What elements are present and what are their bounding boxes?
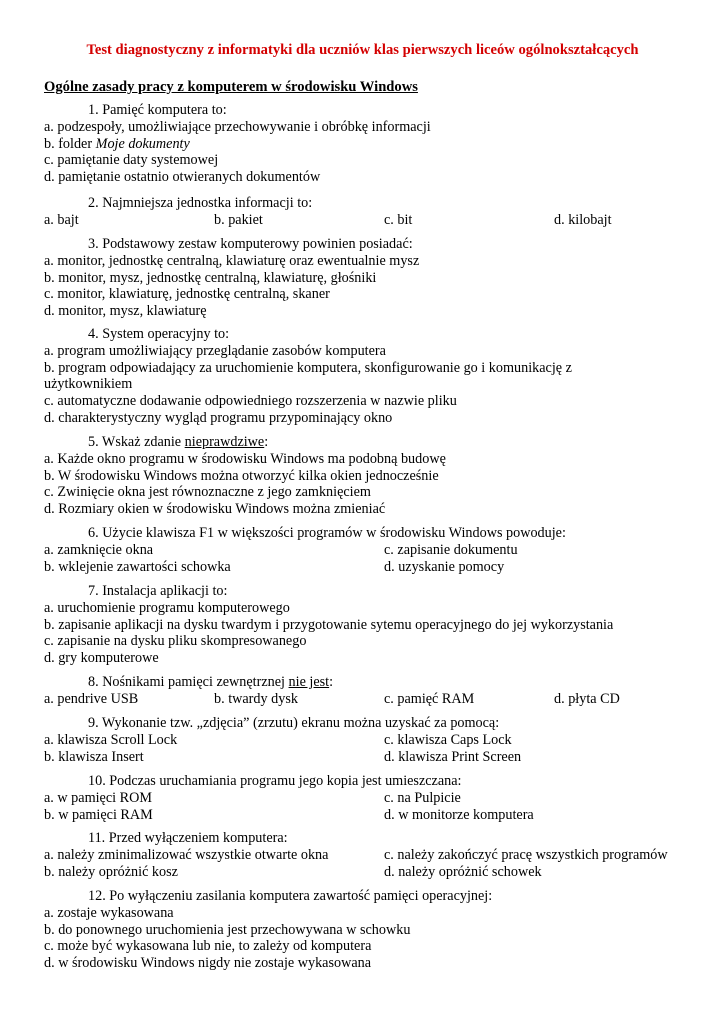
q11-answer-c: c. należy zakończyć pracę wszystkich programów: [384, 846, 668, 863]
q10-answer-b: b. w pamięci RAM: [44, 806, 153, 823]
question-6-stem: 6. Użycie klawisza F1 w większości programów w środowisku Windows powoduje:: [88, 525, 566, 541]
q12-answer-b: b. do ponownego uruchomienia jest przechowywana w schowku: [44, 921, 411, 938]
q11-answer-d: d. należy opróżnić schowek: [384, 863, 542, 880]
question-8-stem-text: 8. Nośnikami pamięci zewnętrznej: [88, 674, 289, 690]
q3-answer-b: b. monitor, mysz, jednostkę centralną, klawiaturę, głośniki: [44, 269, 377, 286]
q1-answer-d: d. pamiętanie ostatnio otwieranych dokumentów: [44, 169, 321, 186]
question-8: [44, 674, 620, 708]
question-2: [44, 195, 612, 229]
question-5-stem-colon: :: [264, 434, 269, 450]
question-12: [44, 888, 492, 972]
q4-answer-a: a. program umożliwiający przeglądanie zasobów komputera: [44, 342, 386, 359]
question-10: [44, 773, 534, 823]
q10-answer-c: c. na Pulpicie: [384, 789, 461, 806]
q2-answer-b: b. pakiet: [214, 211, 263, 228]
q6-answer-d: d. uzyskanie pomocy: [384, 558, 505, 575]
q5-answer-c: c. Zwinięcie okna jest równoznaczne z jego zamknięciem: [44, 484, 371, 501]
question-3-stem: 3. Podstawowy zestaw komputerowy powinien posiadać:: [88, 236, 413, 252]
question-2-stem: 2. Najmniejsza jednostka informacji to:: [88, 195, 313, 211]
q1-answer-b: [44, 136, 431, 153]
q1-answer-a: a. podzespoły, umożliwiające przechowywanie i obróbkę informacji: [44, 118, 431, 135]
q5-answer-d: d. Rozmiary okien w środowisku Windows można zmieniać: [44, 501, 386, 518]
q9-answers-row-2: [44, 749, 521, 766]
q10-answer-a: a. w pamięci ROM: [44, 789, 152, 806]
q12-answer-c: c. może być wykasowana lub nie, to zależy od komputera: [44, 938, 372, 955]
question-7: [44, 583, 613, 667]
q8-answer-a: a. pendrive USB: [44, 690, 139, 707]
q10-answer-d: d. w monitorze komputera: [384, 806, 534, 823]
question-12-stem: 12. Po wyłączeniu zasilania komputera zawartość pamięci operacyjnej:: [88, 888, 493, 904]
question-5-stem-text: 5. Wskaż zdanie: [88, 434, 185, 450]
q9-answers-row-1: [44, 732, 521, 749]
q8-answer-b: b. twardy dysk: [214, 690, 298, 707]
q9-answer-d: d. klawisza Print Screen: [384, 748, 522, 765]
question-1: [44, 102, 431, 186]
q2-answer-a: a. bajt: [44, 211, 79, 228]
question-8-stem: [44, 674, 620, 691]
q7-answer-d: d. gry komputerowe: [44, 650, 159, 667]
q7-answer-b: b. zapisanie aplikacji na dysku twardym i przygotowanie sytemu operacyjnego do jej wykorzystania: [44, 616, 614, 633]
section-title: Ogólne zasady pracy z komputerem w środowisku Windows: [44, 79, 418, 95]
q3-answer-c: c. monitor, klawiaturę, jednostkę centralną, skaner: [44, 286, 330, 303]
q2-answer-c: c. bit: [384, 211, 413, 228]
question-1-stem: 1. Pamięć komputera to:: [88, 102, 227, 118]
q7-answer-c: c. zapisanie na dysku pliku skompresowanego: [44, 633, 307, 650]
q12-answer-a: a. zostaje wykasowana: [44, 904, 174, 921]
q6-answers-row-1: [44, 542, 566, 559]
q12-answer-d: d. w środowisku Windows nigdy nie zostaje wykasowana: [44, 955, 372, 972]
q11-answers-row-2: [44, 864, 668, 881]
q2-answer-d: d. kilobajt: [554, 211, 612, 228]
q5-answer-b: b. W środowisku Windows można otworzyć kilka okien jednocześnie: [44, 467, 439, 484]
question-3: [44, 236, 419, 320]
q4-answer-b: b. program odpowiadający za uruchomienie komputera, skonfigurowanie go i komunikację z użytkownikiem: [44, 359, 572, 393]
q1-answer-b-text: b. folder: [44, 135, 96, 152]
question-5: [44, 434, 446, 518]
question-8-stem-emphasis: nie jest: [288, 674, 330, 690]
q3-answer-d: d. monitor, mysz, klawiaturę: [44, 303, 207, 320]
q5-answer-a: a. Każde okno programu w środowisku Windows ma podobną budowę: [44, 450, 446, 467]
page-title: Test diagnostyczny z informatyki dla uczniów klas pierwszych liceów ogólnokształcących: [86, 42, 639, 58]
question-8-stem-colon: :: [329, 674, 334, 690]
q6-answer-c: c. zapisanie dokumentu: [384, 541, 518, 558]
question-11-stem: 11. Przed wyłączeniem komputera:: [88, 830, 288, 846]
q6-answer-a: a. zamknięcie okna: [44, 541, 154, 558]
q9-answer-b: b. klawisza Insert: [44, 748, 144, 765]
q3-answer-a: a. monitor, jednostkę centralną, klawiaturę oraz ewentualnie mysz: [44, 252, 420, 269]
q11-answer-a: a. należy zminimalizować wszystkie otwarte okna: [44, 846, 329, 863]
q1-answer-b-folder-name: Moje dokumenty: [95, 135, 190, 152]
question-9-stem: 9. Wykonanie tzw. „zdjęcia” (zrzutu) ekranu można uzyskać za pomocą:: [88, 715, 500, 731]
q8-answers-row: [44, 691, 620, 708]
question-11: [44, 830, 668, 880]
question-5-stem-emphasis: nieprawdziwe: [184, 434, 265, 450]
question-5-stem: [44, 434, 446, 451]
q4-answer-d: d. charakterystyczny wygląd programu przypominający okno: [44, 409, 393, 426]
question-9: [44, 715, 521, 765]
q7-answer-a: a. uruchomienie programu komputerowego: [44, 599, 290, 616]
q8-answer-c: c. pamięć RAM: [384, 690, 475, 707]
q10-answers-row-1: [44, 790, 534, 807]
question-10-stem: 10. Podczas uruchamiania programu jego kopia jest umieszczana:: [88, 773, 462, 789]
q11-answers-row-1: [44, 847, 668, 864]
q9-answer-c: c. klawisza Caps Lock: [384, 731, 512, 748]
q11-answer-b: b. należy opróżnić kosz: [44, 863, 178, 880]
q8-answer-d: d. płyta CD: [554, 690, 620, 707]
question-7-stem: 7. Instalacja aplikacji to:: [88, 583, 228, 599]
q10-answers-row-2: [44, 807, 534, 824]
q6-answers-row-2: [44, 559, 566, 576]
question-6: [44, 525, 566, 575]
q6-answer-b: b. wklejenie zawartości schowka: [44, 558, 231, 575]
q9-answer-a: a. klawisza Scroll Lock: [44, 731, 178, 748]
question-4-stem: 4. System operacyjny to:: [88, 326, 230, 342]
q4-answer-c: c. automatyczne dodawanie odpowiedniego rozszerzenia w nazwie pliku: [44, 393, 457, 410]
question-4: [44, 326, 604, 427]
q2-answers-row: [44, 212, 612, 229]
q1-answer-c: c. pamiętanie daty systemowej: [44, 152, 219, 169]
